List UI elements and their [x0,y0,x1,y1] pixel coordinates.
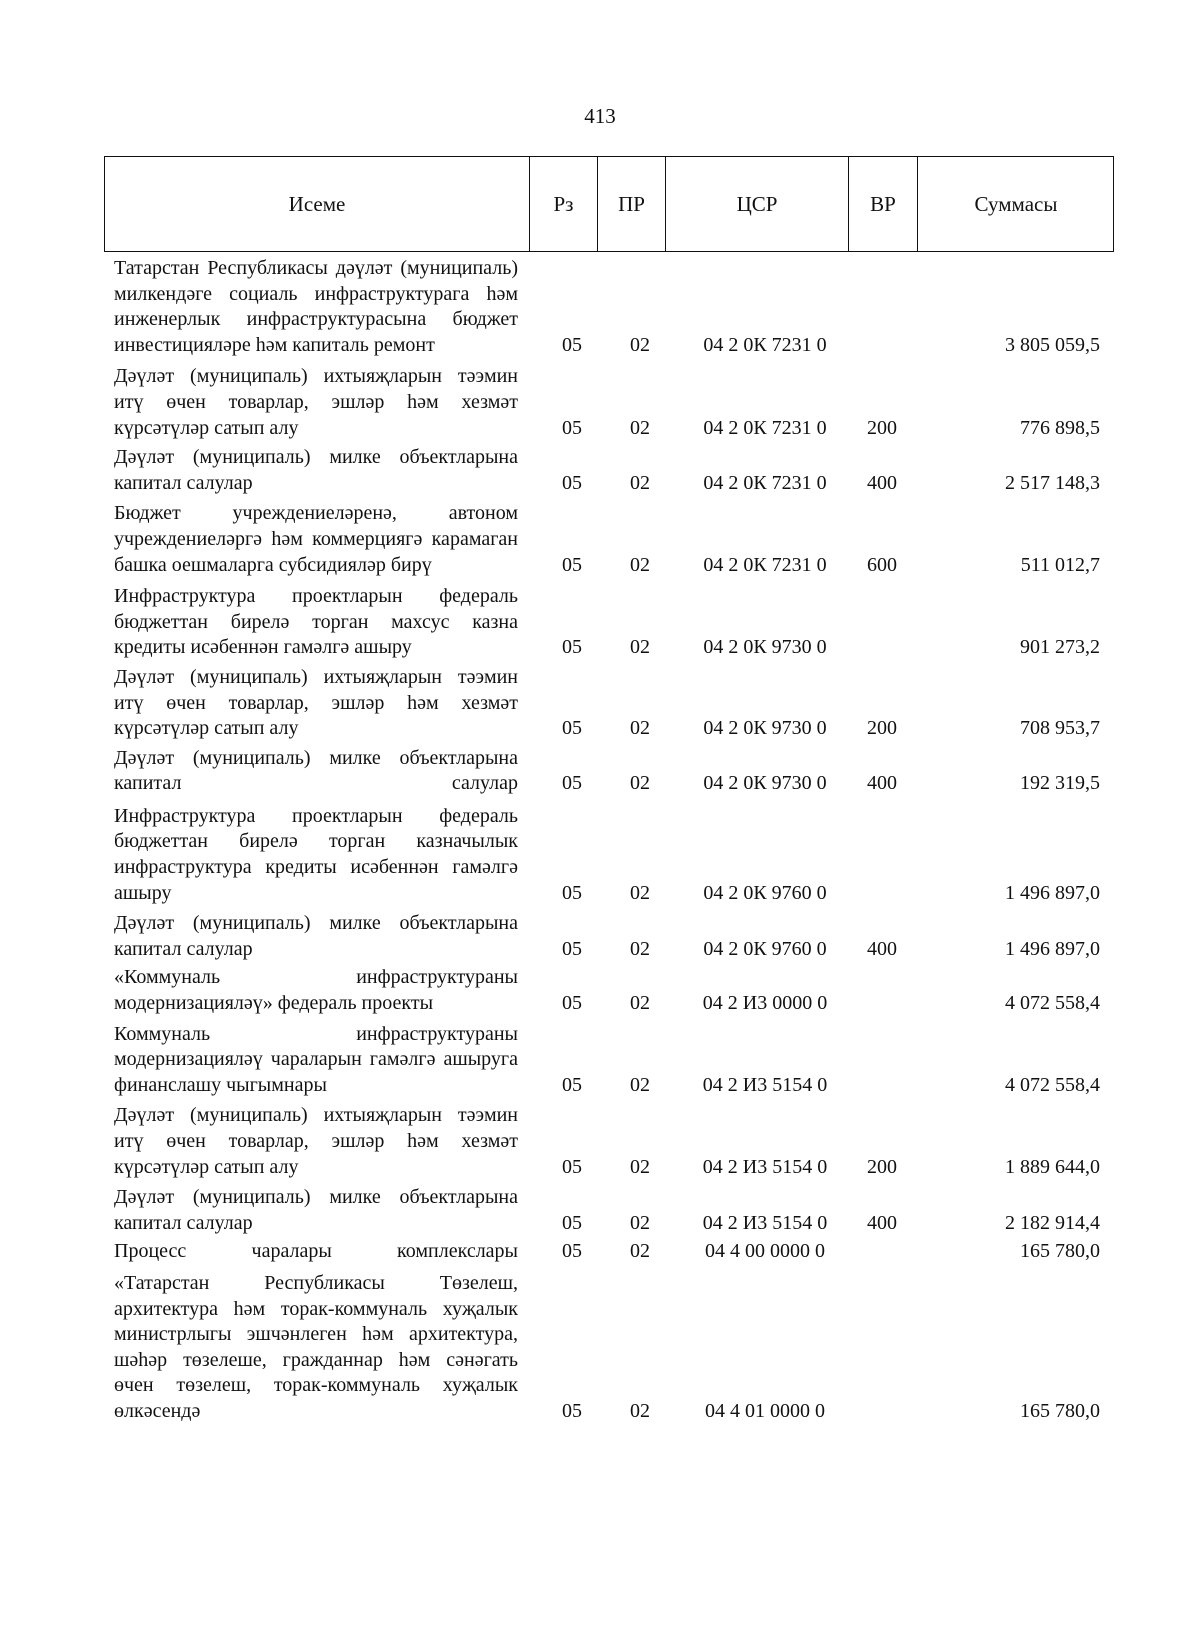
table-row [114,665,1114,742]
row-rz: 05 [562,553,582,576]
row-sum: 165 780,0 [1020,1240,1100,1263]
table-row [114,1103,1114,1180]
row-name: Дәүләт (муниципаль) милке объектларына капитал салулар [114,746,518,795]
row-pr: 02 [630,1211,650,1234]
table-row [114,1239,1114,1265]
row-name: Бюджет учреждениеләренә, автоном учреждениеләргә һәм коммерциягә карамаган башка оешмаларга субсидияләр бирү [114,502,518,576]
row-rz: 05 [562,471,582,494]
row-sum: 511 012,7 [1020,553,1100,576]
table-row [114,256,1114,358]
row-rz: 05 [562,636,582,659]
header-pr: ПР [597,157,665,251]
row-name: Дәүләт (муниципаль) ихтыяҗларын тәэмин итү өчен товарлар, эшләр һәм хезмәт күрсәтүләр сатып алу [114,1104,518,1178]
row-pr: 02 [630,471,650,494]
row-csr: 04 2 0К 7231 0 [703,471,827,494]
row-pr: 02 [630,1155,650,1178]
table-row [114,364,1114,441]
row-csr: 04 2 0К 7231 0 [703,553,827,576]
row-csr: 04 2 0К 7231 0 [703,333,827,356]
row-csr: 04 2 И3 5154 0 [702,1211,828,1234]
row-sum: 2 517 148,3 [1005,471,1100,494]
row-pr: 02 [630,1073,650,1096]
header-sum: Суммасы [917,157,1114,251]
row-name: Дәүләт (муниципаль) милке объектларына капитал салулар [114,1186,518,1234]
row-vr: 400 [867,1211,897,1234]
row-name: Дәүләт (муниципаль) милке объектларына капитал салулар [114,912,518,960]
row-pr: 02 [630,416,650,439]
row-rz: 05 [562,1155,582,1178]
row-rz: 05 [562,772,582,795]
table-row [114,1271,1114,1425]
row-rz: 05 [562,416,582,439]
header-vr: ВР [848,157,917,251]
row-vr: 200 [867,1155,897,1178]
row-vr: 400 [867,937,897,960]
row-pr: 02 [630,1399,650,1422]
row-pr: 02 [630,636,650,659]
row-csr: 04 2 0К 9730 0 [703,772,827,795]
row-name: Процесс чаралары комплекслары [114,1240,518,1263]
row-csr: 04 2 И3 0000 0 [702,992,828,1015]
table-header [104,156,1114,252]
row-name: «Коммуналь инфраструктураны модернизацияләү» федераль проекты [114,966,518,1015]
row-rz: 05 [562,717,582,740]
table-row [114,804,1114,906]
row-pr: 02 [630,1240,650,1263]
row-sum: 1 496 897,0 [1005,937,1100,960]
table-row [114,911,1114,962]
row-sum: 1 889 644,0 [1005,1155,1100,1178]
row-rz: 05 [562,1073,582,1096]
row-rz: 05 [562,992,582,1015]
row-name: Инфраструктура проектларын федераль бюджеттан бирелә торган казначылык инфраструктура кредиты исәбеннән гамәлгә ашыру [114,804,518,904]
row-sum: 776 898,5 [1020,416,1100,439]
row-name: Татарстан Республикасы дәүләт (муниципаль) милкендәге социаль инфраструктурага һәм инженерлык инфраструктурасына бюджет инвестицияләре һәм капиталь ремонт [114,257,518,356]
header-name: Исеме [288,191,346,216]
row-pr: 02 [630,937,650,960]
table-row [114,1022,1114,1099]
row-vr: 200 [867,717,897,740]
row-name: Коммуналь инфраструктураны модернизацияләү чараларын гамәлгә ашыруга финанслашу чыгымнары [114,1022,518,1096]
table-row [114,965,1114,1016]
row-rz: 05 [562,937,582,960]
table-row [114,501,1114,578]
row-csr: 04 4 01 0000 0 [705,1399,825,1422]
row-name: Дәүләт (муниципаль) милке объектларына капитал салулар [114,446,518,494]
header-rz: Рз [529,157,597,251]
row-name: Дәүләт (муниципаль) ихтыяҗларын тәэмин итү өчен товарлар, эшләр һәм хезмәт күрсәтүләр сатып алу [114,365,518,439]
row-sum: 901 273,2 [1020,636,1100,659]
table-row [114,445,1114,496]
row-pr: 02 [630,881,650,904]
row-csr: 04 2 0К 9760 0 [703,937,827,960]
table-body [114,256,1114,1425]
row-sum: 165 780,0 [1020,1399,1100,1422]
row-name: Дәүләт (муниципаль) ихтыяҗларын тәэмин итү өчен товарлар, эшләр һәм хезмәт күрсәтүләр сатып алу [114,665,518,740]
row-vr: 200 [867,416,897,439]
row-vr: 400 [867,772,897,795]
row-sum: 4 072 558,4 [1005,1073,1100,1096]
row-pr: 02 [630,553,650,576]
table-row [114,746,1114,797]
row-sum: 192 319,5 [1020,772,1100,795]
row-csr: 04 2 И3 5154 0 [702,1155,828,1178]
page-number: 413 [584,104,616,128]
row-pr: 02 [630,772,650,795]
row-csr: 04 4 00 0000 0 [705,1240,825,1263]
row-rz: 05 [562,333,582,356]
row-csr: 04 2 И3 5154 0 [702,1073,828,1096]
row-csr: 04 2 0К 7231 0 [703,416,827,439]
row-name: Инфраструктура проектларын федераль бюджеттан бирелә торган махсус казна кредиты исәбеннән гамәлгә ашыру [114,585,518,659]
header-csr: ЦСР [665,157,848,251]
row-csr: 04 2 0К 9730 0 [703,636,827,659]
row-pr: 02 [630,333,650,356]
row-vr: 600 [867,553,897,576]
row-rz: 05 [562,1399,582,1422]
row-pr: 02 [630,717,650,740]
table-row [114,584,1114,661]
table-row [114,1185,1114,1236]
row-name: «Татарстан Республикасы Төзелеш, архитектура һәм торак-коммуналь хуҗалык министрлыгы эшчәнлеген һәм архитектура, шәһәр төзелеше, гражданнар һәм сәнәгать өчен төзелеш, торак-коммуналь хуҗалык өлкәсендә [114,1271,518,1422]
row-sum: 3 805 059,5 [1005,333,1100,356]
row-csr: 04 2 0К 9760 0 [703,881,827,904]
row-sum: 1 496 897,0 [1005,881,1100,904]
row-sum: 4 072 558,4 [1005,992,1100,1015]
row-rz: 05 [562,1211,582,1234]
row-sum: 708 953,7 [1020,717,1100,740]
row-vr: 400 [867,471,897,494]
row-pr: 02 [630,992,650,1015]
row-rz: 05 [562,1240,582,1263]
row-rz: 05 [562,881,582,904]
row-sum: 2 182 914,4 [1005,1211,1100,1234]
row-csr: 04 2 0К 9730 0 [703,717,827,740]
